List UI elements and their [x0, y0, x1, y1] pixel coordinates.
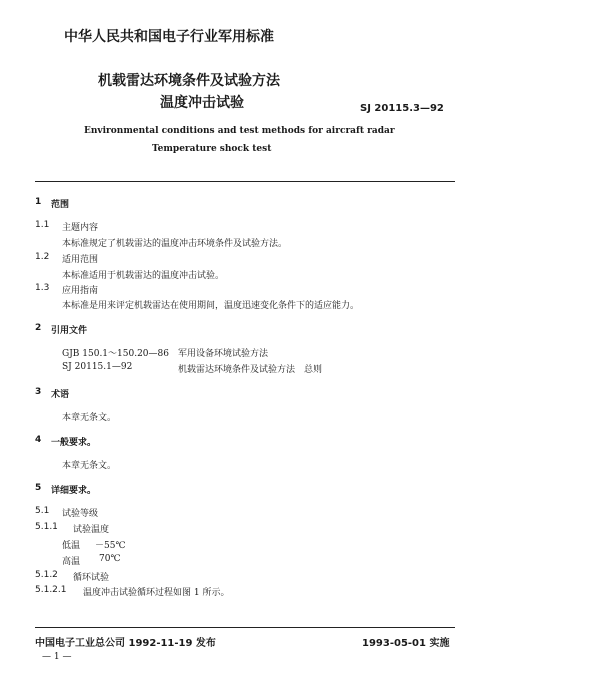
section-1-3-text: 本标准是用来评定机载雷达在使用期间，温度迅速变化条件下的适应能力。 — [62, 301, 360, 311]
section-3-text: 本章无条文。 — [62, 413, 117, 423]
page-number: — 1 — — [42, 652, 72, 662]
section-5-title: 详细要求。 — [51, 486, 97, 496]
section-5-1-2-title: 循环试验 — [73, 573, 110, 583]
section-2-title: 引用文件 — [51, 326, 88, 336]
section-5-1-number: 5.1 — [35, 506, 50, 516]
section-4-title: 一般要求。 — [51, 438, 97, 448]
organization-title: 中华人民共和国电子行业军用标准 — [64, 29, 274, 45]
section-5-1-1-title: 试验温度 — [73, 525, 110, 535]
high-temp-label: 高温 — [62, 557, 81, 567]
section-1-title: 范围 — [51, 200, 70, 210]
reference-name: 军用设备环境试验方法 — [178, 349, 269, 359]
section-4-text: 本章无条文。 — [62, 461, 117, 471]
section-1-1-number: 1.1 — [35, 220, 50, 230]
section-5-number: 5 — [35, 483, 42, 493]
section-3-title: 术语 — [51, 390, 70, 400]
effective-date: 1993-05-01 实施 — [362, 638, 450, 649]
reference-code: SJ 20115.1—92 — [62, 362, 133, 372]
footer-divider — [35, 627, 455, 628]
section-3-number: 3 — [35, 387, 42, 397]
document-title: 机载雷达环境条件及试验方法 — [98, 73, 280, 89]
low-temp-label: 低温 — [62, 541, 81, 551]
section-1-number: 1 — [35, 197, 42, 207]
document-subtitle: 温度冲击试验 — [160, 95, 244, 111]
low-temp-value: －55℃ — [95, 541, 126, 551]
section-5-1-2-1-text: 温度冲击试验循环过程如图 1 所示。 — [83, 588, 230, 598]
section-5-1-2-number: 5.1.2 — [35, 570, 58, 580]
english-subtitle: Temperature shock test — [152, 144, 272, 154]
section-5-1-2-1-number: 5.1.2.1 — [35, 585, 67, 595]
reference-name: 机载雷达环境条件及试验方法 总则 — [178, 365, 323, 375]
section-5-1-1-number: 5.1.1 — [35, 522, 58, 532]
section-1-2-title: 适用范围 — [62, 255, 99, 265]
reference-code: GJB 150.1～150.20—86 — [62, 349, 169, 359]
section-1-2-number: 1.2 — [35, 252, 50, 262]
section-1-1-title: 主题内容 — [62, 223, 99, 233]
section-1-1-text: 本标准规定了机载雷达的温度冲击环境条件及试验方法。 — [62, 239, 288, 249]
section-4-number: 4 — [35, 435, 42, 445]
section-1-2-text: 本标准适用于机载雷达的温度冲击试验。 — [62, 271, 225, 281]
standard-code: SJ 20115.3—92 — [360, 103, 444, 114]
high-temp-value: 70℃ — [99, 554, 121, 564]
header-divider — [35, 181, 455, 182]
english-title: Environmental conditions and test methods for aircraft radar — [84, 126, 395, 136]
section-2-number: 2 — [35, 323, 42, 333]
section-5-1-title: 试验等级 — [62, 509, 99, 519]
publisher-line: 中国电子工业总公司 1992-11-19 发布 — [35, 638, 216, 649]
section-1-3-number: 1.3 — [35, 283, 50, 293]
section-1-3-title: 应用指南 — [62, 286, 99, 296]
